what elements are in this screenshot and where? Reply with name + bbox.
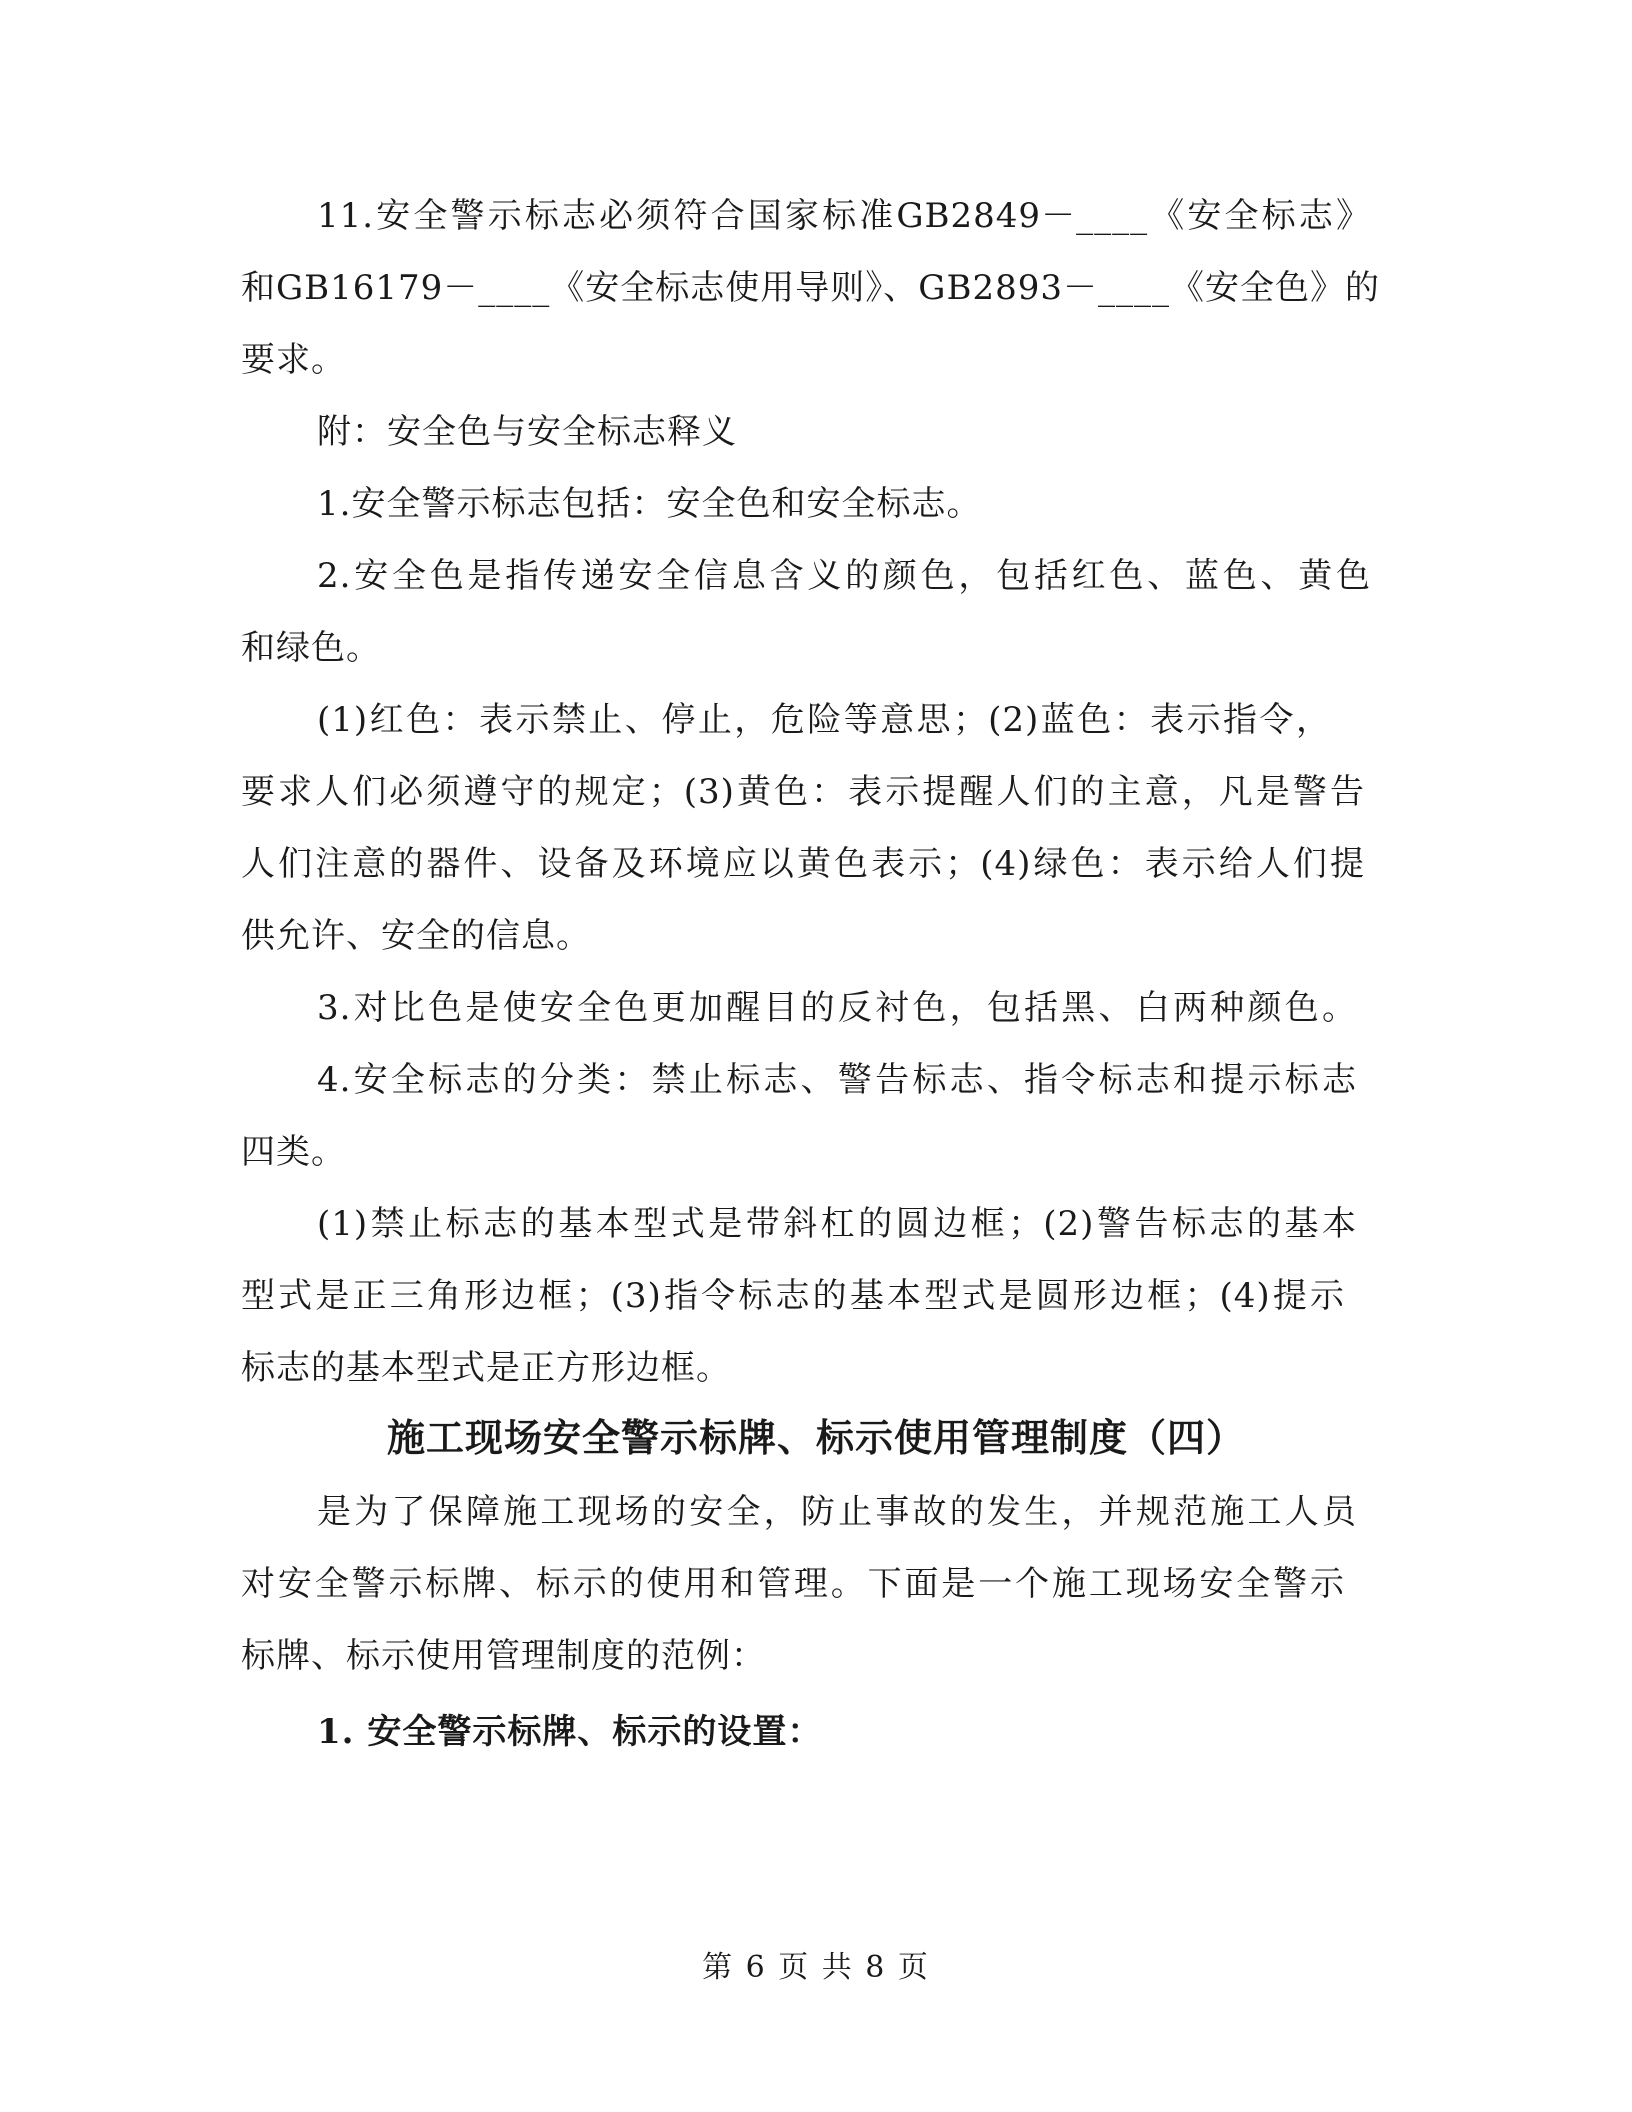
paragraph-line: 四类。 (241, 1132, 346, 1172)
paragraph-line: 人们注意的器件、设备及环境应以黄色表示；(4)绿色：表示给人们提 (241, 844, 1365, 884)
paragraph-line: 3.对比色是使安全色更加醒目的反衬色，包括黑、白两种颜色。 (317, 988, 1357, 1028)
paragraph-line: 11.安全警示标志必须符合国家标准GB2849－____《安全标志》 (317, 196, 1371, 236)
subsection-heading: 1. 安全警示标牌、标示的设置： (317, 1712, 823, 1752)
paragraph-line: 1.安全警示标志包括：安全色和安全标志。 (317, 484, 982, 524)
paragraph-line: (1)红色：表示禁止、停止，危险等意思；(2)蓝色：表示指令， (317, 700, 1331, 740)
paragraph-line: 和GB16179－____《安全标志使用导则》、GB2893－____《安全色》的 (241, 268, 1380, 308)
paragraph-line: 和绿色。 (241, 628, 381, 668)
paragraph-line: 型式是正三角形边框；(3)指令标志的基本型式是圆形边框；(4)提示 (241, 1276, 1345, 1316)
section-heading: 施工现场安全警示标牌、标示使用管理制度（四） (386, 1415, 1245, 1460)
paragraph-line: 标志的基本型式是正方形边框。 (241, 1348, 731, 1388)
paragraph-line: 4.安全标志的分类：禁止标志、警告标志、指令标志和提示标志 (317, 1060, 1357, 1100)
paragraph-line: 要求。 (241, 340, 346, 380)
paragraph-line: 标牌、标示使用管理制度的范例： (241, 1636, 766, 1676)
paragraph-line: 2.安全色是指传递安全信息含义的颜色，包括红色、蓝色、黄色 (317, 556, 1371, 596)
paragraph-line: 是为了保障施工现场的安全，防止事故的发生，并规范施工人员 (317, 1492, 1357, 1532)
paragraph-line: 供允许、安全的信息。 (241, 916, 591, 956)
paragraph-line: (1)禁止标志的基本型式是带斜杠的圆边框；(2)警告标志的基本 (317, 1204, 1357, 1244)
paragraph-line: 要求人们必须遵守的规定；(3)黄色：表示提醒人们的主意，凡是警告 (241, 772, 1365, 812)
paragraph-line: 附：安全色与安全标志释义 (317, 412, 737, 452)
paragraph-line: 对安全警示标牌、标示的使用和管理。下面是一个施工现场安全警示 (241, 1564, 1345, 1604)
page-footer: 第 6 页 共 8 页 (702, 1950, 930, 1985)
